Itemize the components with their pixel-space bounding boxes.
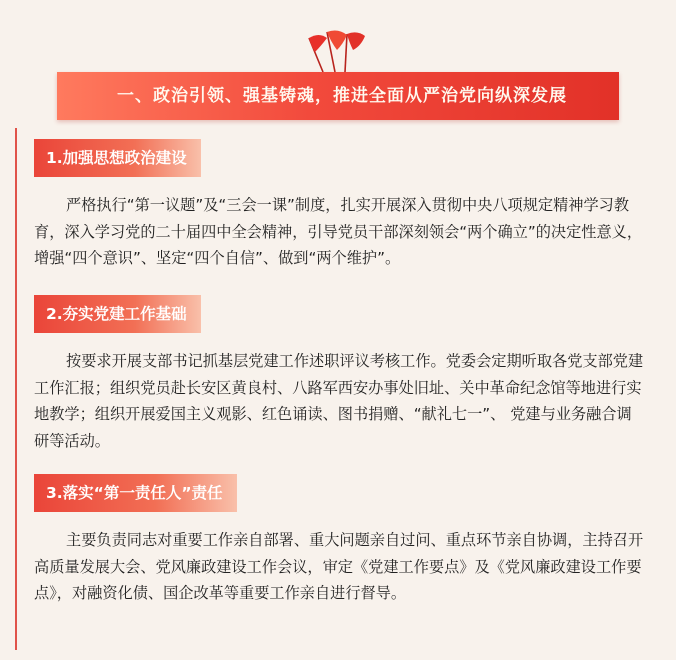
red-flags-icon bbox=[301, 28, 371, 72]
section-heading-1: 1.加强思想政治建设 bbox=[34, 139, 201, 177]
section-banner bbox=[57, 72, 619, 120]
section-heading-2: 2.夯实党建工作基础 bbox=[34, 295, 201, 333]
section-body-1: 严格执行“第一议题”及“三会一课”制度，扎实开展深入贯彻中央八项规定精神学习教育，深入学习党的二十届四中全会精神，引导党员干部深刻领会“两个确立”的决定性意义，增强“四个意识”、坚定“四个自信”、做到“两个维护”。 bbox=[34, 196, 643, 267]
section-body-3: 主要负责同志对重要工作亲自部署、重大问题亲自过问、重点环节亲自协调，主持召开高质量发展大会、党风廉政建设工作会议，审定《党建工作要点》及《党风廉政建设工作要点》，对融资化债、国企改革等重要工作亲自进行督导。 bbox=[34, 531, 644, 602]
banner-title: 一、政治引领、强基铸魂，推进全面从严治党向纵深发展 bbox=[117, 86, 567, 106]
left-accent-line bbox=[15, 128, 17, 650]
section-body-2: 按要求开展支部书记抓基层党建工作述职评议考核工作。党委会定期听取各党支部党建工作汇报；组织党员赴长安区黄良村、八路军西安办事处旧址、关中革命纪念馆等地进行实地教学；组织开展爱国主义观影、红色诵读、图书捐赠、“献礼七一”、 党建与业务融合调研等活动。 bbox=[34, 352, 644, 450]
section-heading-3: 3.落实“第一责任人”责任 bbox=[34, 474, 237, 512]
